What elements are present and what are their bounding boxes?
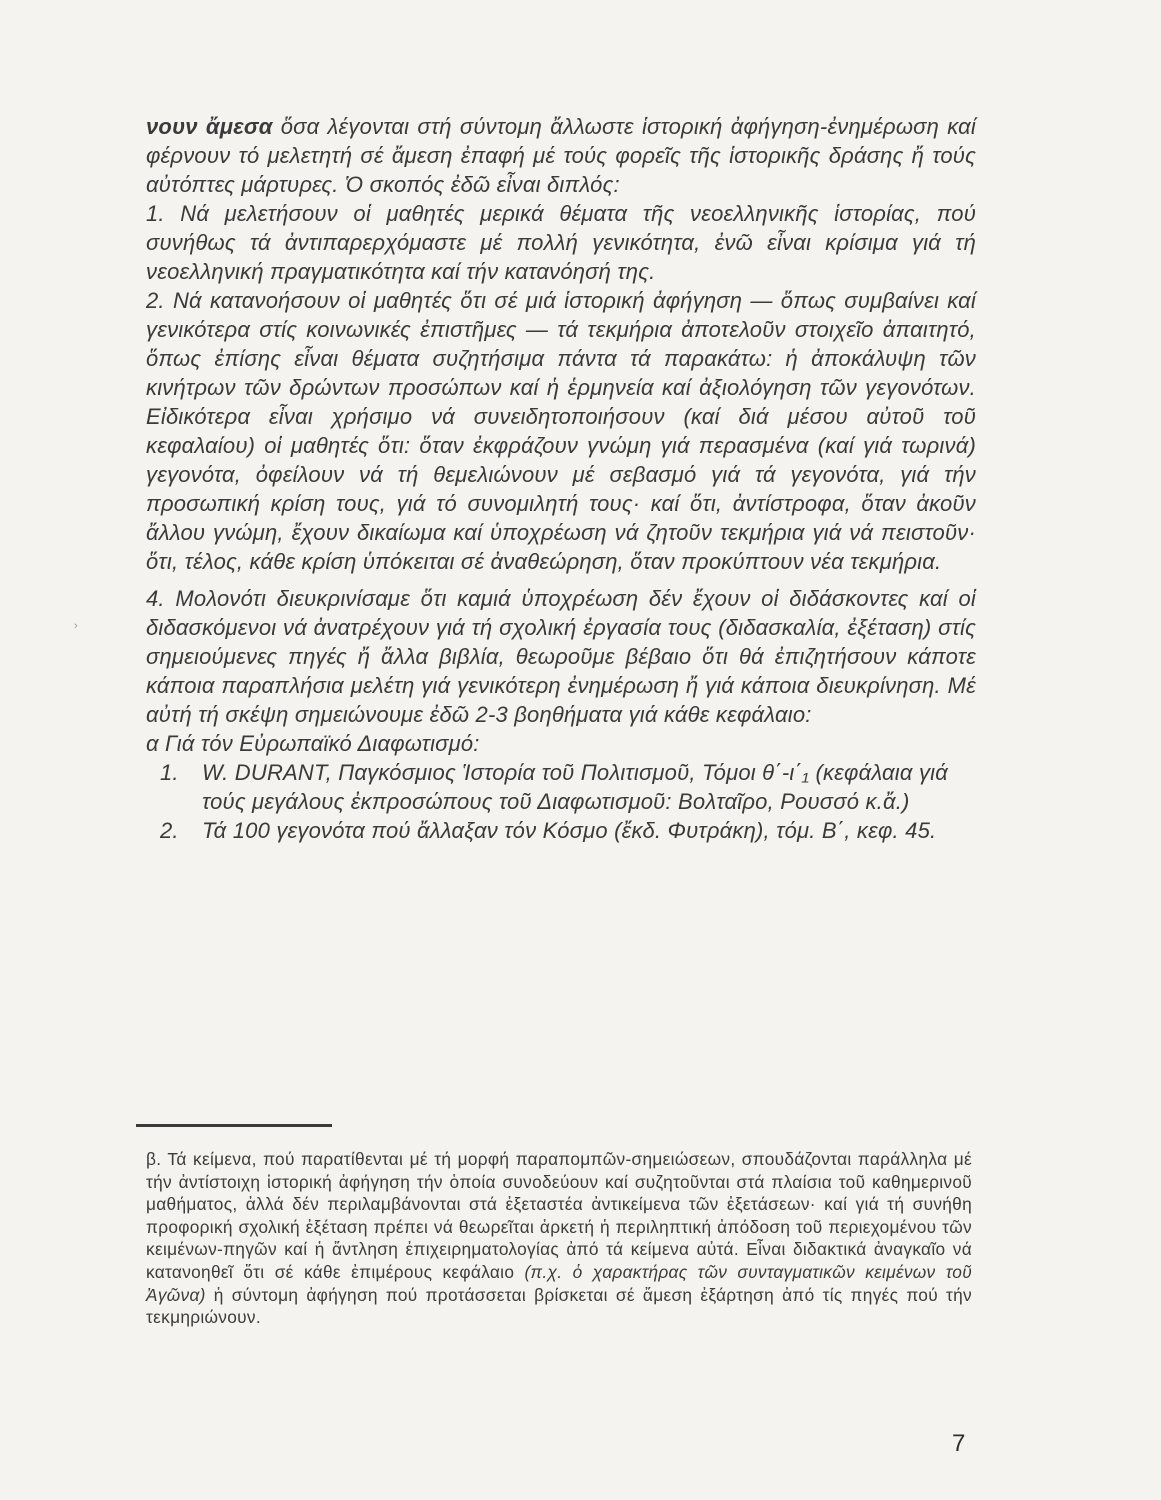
- footnote-divider: [136, 1124, 332, 1127]
- list-item: [146, 816, 976, 845]
- list-item: [146, 758, 976, 816]
- list-text: W. DURANT, Παγκόσμιος Ἱστορία τοῦ Πολιτισμοῦ, Τόμοι θ΄-ι΄₁ (κεφάλαια γιά τούς μεγάλους ἐκπροσώπους τοῦ Διαφωτισμοῦ: Βολταῖρο, Ρουσσό κ.ἄ.): [202, 760, 948, 814]
- footnote-text-part2: ἡ σύντομη ἀφήγηση πού προτάσσεται βρίσκεται σέ ἄμεση ἐξάρτηση ἀπό τίς πηγές πού τήν τεκμηριώνουν.: [146, 1284, 972, 1328]
- page-number: 7: [952, 1430, 966, 1457]
- list-text: Τά 100 γεγονότα πού ἄλλαξαν τόν Κόσμο (ἔκδ. Φυτράκη), τόμ. Β΄, κεφ. 45.: [202, 818, 937, 843]
- bold-lead: νουν ἄμεσα: [146, 114, 273, 139]
- paragraph-point-1: 1. Νά μελετήσουν οἱ μαθητές μερικά θέματα τῆς νεοελληνικῆς ἱστορίας, πού συνήθως τά ἀντιπαρερχόμαστε μέ πολλή γενικότητα, ἐνῶ εἶναι κρίσιμα γιά τή νεοελληνική πραγματικότητα καί τήν κατανόησή της.: [146, 201, 976, 284]
- paragraph-point-4: 4. Μολονότι διευκρινίσαμε ὅτι καμιά ὑποχρέωση δέν ἔχουν οἱ διδάσκοντες καί οἱ διδασκόμενοι νά ἀνατρέχουν γιά τή σχολική ἐργασία τους (διδασκαλία, ἐξέταση) στίς σημειούμενες πηγές ἤ ἄλλα βιβλία, θεωροῦμε βέβαιο ὅτι θά ἐπιζητήσουν κάποτε κάποια παραπλήσια μελέτη γιά γενικότερη ἐνημέρωση ἤ γιά κάποια διευκρίνηση. Μέ αὐτή τή σκέψη σημειώνουμε ἐδῶ 2-3 βοηθήματα γιά κάθε κεφάλαιο:: [146, 586, 976, 727]
- list-number: 1.: [160, 760, 179, 785]
- section-heading-alpha: α Γιά τόν Εὐρωπαϊκό Διαφωτισμό:: [146, 731, 480, 756]
- paragraph-intro-text: ὅσα λέγονται στή σύντομη ἄλλωστε ἱστορική ἀφήγηση-ἐνημέρωση καί φέρνουν τό μελετητή σέ ἄμεση ἐπαφή μέ τούς φορεῖς τῆς ἱστορικῆς δράσης ἤ τούς αὐτόπτες μάρτυρες. Ὁ σκοπός ἐδῶ εἶναι διπλός:: [146, 114, 976, 197]
- list-number: 2.: [160, 818, 179, 843]
- footnote-italic: (π.χ. ὁ χαρακτήρας τῶν συνταγματικῶν κειμένων τοῦ Ἀγῶνα): [146, 1261, 972, 1305]
- footnote: [146, 1148, 972, 1329]
- main-text-block: [146, 112, 976, 845]
- margin-mark: ›: [74, 620, 78, 632]
- footnote-text-part1: β. Τά κείμενα, πού παρατίθενται μέ τή μορφή παραπομπῶν-σημειώσεων, σπουδάζονται παράλληλα μέ τήν ἀντίστοιχη ἱστορική ἀφήγηση τήν ὁποία συνοδεύουν καί συζητοῦνται στά πλαίσια τοῦ καθημερινοῦ μαθήματος, ἀλλά δέν περιλαμβάνονται στά ἐξεταστέα ἀντικείμενα τῶν ἐξετάσεων· καί γιά τή συνήθη προφορική σχολική ἐξέταση πρέπει νά θεωρεῖται ἀρκετή ἡ περιληπτική ἀπόδοση τοῦ περιεχομένου τῶν κειμένων-πηγῶν καί ἡ ἄντληση ἐπιχειρηματολογίας ἀπό τά κείμενα αὐτά. Εἶναι διδακτικά ἀναγκαῖο νά κατανοηθεῖ ὅτι σέ κάθε ἐπιμέρους κεφάλαιο: [146, 1149, 972, 1282]
- paragraph-intro: [146, 112, 976, 199]
- paragraph-point-2: 2. Νά κατανοήσουν οἱ μαθητές ὅτι σέ μιά ἱστορική ἀφήγηση — ὅπως συμβαίνει καί γενικότερα στίς κοινωνικές ἐπιστῆμες — τά τεκμήρια ἀποτελοῦν στοιχεῖο ἀπαιτητό, ὅπως ἐπίσης εἶναι θέματα συζητήσιμα πάντα τά παρακάτω: ἡ ἀποκάλυψη τῶν κινήτρων τῶν δρώντων προσώπων καί ἡ ἑρμηνεία καί ἀξιολόγηση τῶν γεγονότων. Εἰδικότερα εἶναι χρήσιμο νά συνειδητοποιήσουν (καί διά μέσου αὐτοῦ τοῦ κεφαλαίου) οἱ μαθητές ὅτι: ὅταν ἐκφράζουν γνώμη γιά περασμένα (καί γιά τωρινά) γεγονότα, ὀφείλουν νά τή θεμελιώνουν μέ σεβασμό γιά τά γεγονότα, γιά τήν προσωπική κρίση τους, γιά τό συνομιλητή τους· καί ὅτι, ἀντίστροφα, ὅταν ἀκοῦν ἄλλου γνώμη, ἔχουν δικαίωμα καί ὑποχρέωση νά ζητοῦν τεκμήρια γιά νά πειστοῦν· ὅτι, τέλος, κάθε κρίση ὑπόκειται σέ ἀναθεώρηση, ὅταν προκύπτουν νέα τεκμήρια.: [146, 288, 976, 574]
